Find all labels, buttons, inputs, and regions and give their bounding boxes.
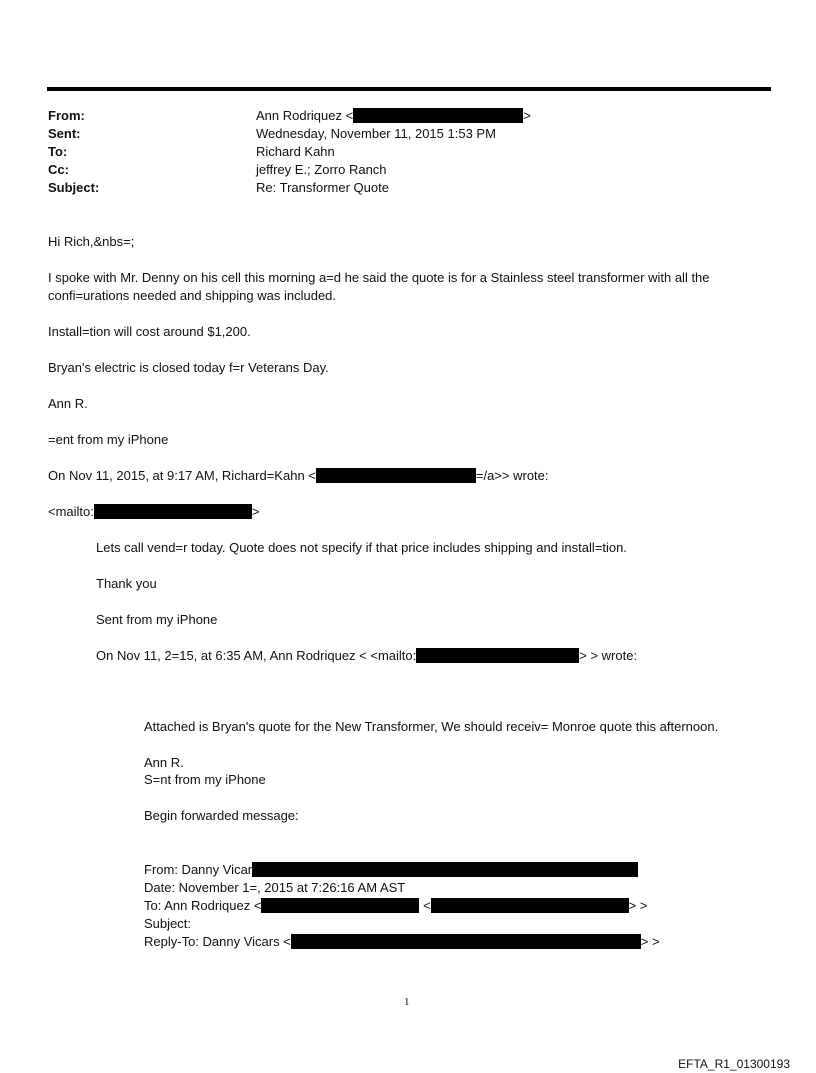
redaction-bar xyxy=(94,504,252,519)
redaction-bar xyxy=(431,898,629,913)
quote1-sent-from: Sent from my iPhone xyxy=(96,612,218,627)
reply-header: On Nov 11, 2015, at 9:17 AM, Richard=Kahn < =/a>> wrote: xyxy=(48,468,549,483)
redaction-bar xyxy=(252,862,638,877)
subject-value: Re: Transformer Quote xyxy=(256,180,389,195)
fwd-date-line: Date: November 1=, 2015 at 7:26:16 AM AST xyxy=(144,880,406,895)
signature: Ann R. xyxy=(48,396,88,411)
body-paragraph-2: Install=tion will cost around $1,200. xyxy=(48,324,251,339)
redaction-bar xyxy=(353,108,523,123)
body-paragraph-1-line-1: I spoke with Mr. Denny on his cell this morning a=d he said the quote is for a Stainless steel transformer with all the xyxy=(48,270,710,285)
page-number: 1 xyxy=(404,996,410,1008)
quote1-header: On Nov 11, 2=15, at 6:35 AM, Ann Rodriquez < <mailto: > > wrote: xyxy=(96,648,638,663)
to-label: To: xyxy=(48,144,68,159)
mailto-line: <mailto: > xyxy=(48,504,260,519)
forwarded-message-label: Begin forwarded message: xyxy=(144,808,299,823)
fwd-to-line: To: Ann Rodriquez < < > > xyxy=(144,898,648,913)
from-value: Ann Rodriquez < > xyxy=(256,108,531,123)
greeting: Hi Rich,&nbs=; xyxy=(48,234,135,249)
quote1-line-1: Lets call vend=r today. Quote does not specify if that price includes shipping and install=tion. xyxy=(96,540,627,555)
body-paragraph-1-line-2: confi=urations needed and shipping was included. xyxy=(48,288,337,303)
redaction-bar xyxy=(261,898,419,913)
document-id: EFTA_R1_01300193 xyxy=(678,1057,790,1071)
body-paragraph-3: Bryan's electric is closed today f=r Veterans Day. xyxy=(48,360,329,375)
quote2-signature: Ann R. xyxy=(144,755,184,770)
sent-value: Wednesday, November 11, 2015 1:53 PM xyxy=(256,126,496,141)
from-label: From: xyxy=(48,108,85,123)
fwd-reply-to-line: Reply-To: Danny Vicars < > > xyxy=(144,934,660,949)
cc-value: jeffrey E.; Zorro Ranch xyxy=(256,162,387,177)
quote1-thanks: Thank you xyxy=(96,576,157,591)
to-value: Richard Kahn xyxy=(256,144,335,159)
fwd-subject-line: Subject: xyxy=(144,916,191,931)
header-rule xyxy=(47,87,771,91)
sent-label: Sent: xyxy=(48,126,81,141)
redaction-bar xyxy=(291,934,641,949)
cc-label: Cc: xyxy=(48,162,69,177)
redaction-bar xyxy=(416,648,579,663)
subject-label: Subject: xyxy=(48,180,100,195)
redaction-bar xyxy=(316,468,476,483)
sent-from-line: =ent from my iPhone xyxy=(48,432,169,447)
quote2-sent-from: S=nt from my iPhone xyxy=(144,772,266,787)
quote2-line-1: Attached is Bryan's quote for the New Transformer, We should receiv= Monroe quote this afternoon. xyxy=(144,719,719,734)
fwd-from-line: From: Danny Vicar xyxy=(144,861,638,878)
